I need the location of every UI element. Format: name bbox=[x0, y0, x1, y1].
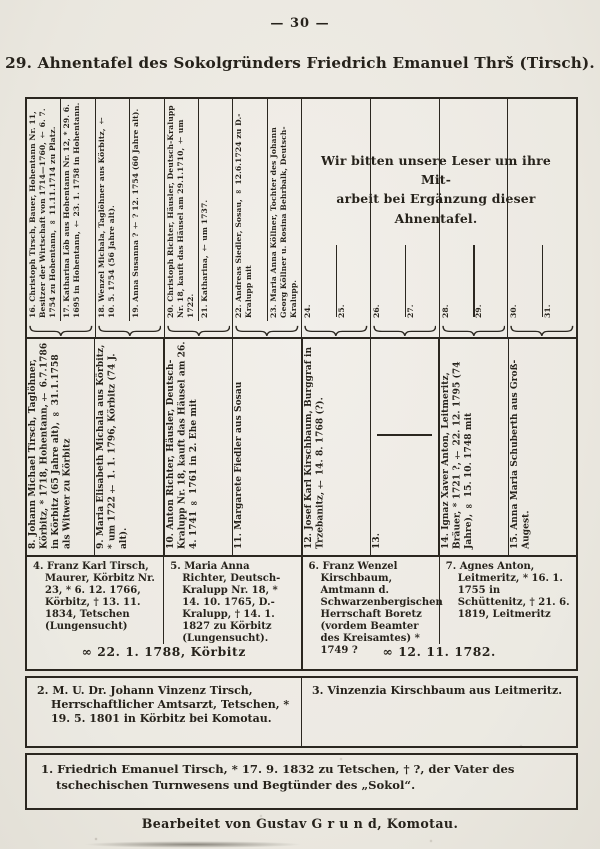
ancestor-9 bbox=[94, 339, 162, 555]
ancestor-6-number: 6. bbox=[308, 561, 319, 572]
reader-notice bbox=[306, 151, 566, 228]
ancestor-17 bbox=[60, 99, 94, 321]
pair-brace-icon bbox=[373, 325, 437, 336]
ancestor-19 bbox=[129, 99, 163, 321]
ancestor-31-number: 31. bbox=[543, 304, 553, 318]
empty-entry-line bbox=[405, 245, 406, 317]
ancestor-17-number: 17. bbox=[62, 304, 72, 318]
ancestor-11-number: 11. bbox=[234, 533, 245, 549]
empty-entry-line bbox=[473, 245, 474, 317]
ancestor-22-number: 22. bbox=[234, 304, 244, 318]
ancestor-18-number: 18. bbox=[96, 304, 106, 318]
ancestor-22-text: Andreas Siedler, Sosau, ∞ 12.6.1724 zu D.-Kralupp mit bbox=[234, 113, 254, 318]
grandparents-maternal bbox=[301, 557, 577, 669]
pair-brace-icon bbox=[98, 325, 162, 336]
marriage-4-5: ∞ 22. 1. 1788, Körbitz bbox=[81, 644, 246, 659]
ancestor-5-text: Maria Anna Richter, Deutsch-Kralupp Nr. 18, * 14. 10. 1765, D.-Kralupp, † 14. 1. 1827 zu Körbitz (Lungensucht). bbox=[182, 561, 281, 644]
pair-brace-icon bbox=[29, 325, 93, 336]
ancestor-12-number: 12. bbox=[303, 533, 314, 549]
pair-brace-icon bbox=[510, 325, 574, 336]
empty-entry-line bbox=[377, 434, 432, 436]
ancestor-8-number: 8. bbox=[28, 539, 38, 549]
ancestor-1-number: 1. bbox=[41, 762, 54, 776]
ancestor-3-number: 3. bbox=[312, 684, 324, 697]
ancestor-7 bbox=[439, 557, 576, 644]
ancestor-14-number: 14. bbox=[441, 533, 452, 549]
ancestor-2 bbox=[27, 678, 301, 746]
ancestor-9-number: 9. bbox=[96, 539, 107, 549]
page-title: 29. Ahnentafel des Sokolgründers Friedrich Emanuel Thrš (Tirsch). bbox=[5, 54, 595, 72]
ancestor-6-text: Franz Wenzel Kirschbaum, Amtmann d. Schwarzenbergischen Herrschaft Boretz (vordem Beamter des Kreisamtes) * 1749 ? bbox=[320, 561, 443, 656]
reader-notice-line1: Wir bitten unsere Leser um ihre Mit- bbox=[321, 153, 551, 188]
page-footer: Bearbeitet von Gustav G r u n d, Komotau. bbox=[141, 816, 459, 831]
ancestor-4-number: 4. bbox=[33, 561, 44, 572]
ancestor-14-text: Ignaz Xaver Anton, Leitmeritz, Bräuer, * 1721 ?, † 22. 12. 1795 (74 Jahre), ∞ 15. 10. 1748 mit bbox=[441, 361, 475, 549]
ancestor-pair-16-17 bbox=[27, 99, 95, 337]
ancestor-7-number: 7. bbox=[445, 561, 457, 572]
ancestor-5-number: 5. bbox=[170, 561, 181, 572]
ancestor-15-text: Anna Maria Schuberth aus Groß-Augest. bbox=[509, 359, 532, 549]
ancestor-19-number: 19. bbox=[131, 304, 141, 318]
ancestor-16-number: 16. bbox=[28, 304, 37, 318]
pair-brace-icon bbox=[304, 325, 368, 336]
ancestor-9-text: Maria Elisabeth Michala aus Körbitz, * um 1722 † 1. 1. 1796, Körbitz (74 J. alt). bbox=[96, 344, 130, 549]
generation-5-row bbox=[27, 99, 576, 337]
ancestor-23-number: 23. bbox=[268, 304, 278, 318]
ancestor-10-text: Anton Richter, Häusler, Deutsch-Kralupp Nr. 18, kauft das Häusel am 26. 4. 1741 ∞ 1761 in 2. Ehe mit bbox=[165, 341, 199, 549]
ancestor-30-number: 30. bbox=[509, 304, 519, 318]
ancestor-18-text: Wenzel Michala, Taglöhner aus Körbitz, † 10. 5. 1754 (56 Jahre alt). bbox=[96, 116, 116, 318]
ancestor-19-text: Anna Susanna ? † ? 12. 1754 (60 Jahre alt). bbox=[131, 108, 141, 302]
subject-box bbox=[25, 753, 578, 810]
ancestor-22 bbox=[233, 99, 266, 321]
ancestor-10 bbox=[163, 339, 232, 555]
page-number: — 30 — bbox=[270, 16, 330, 31]
ancestor-3 bbox=[301, 678, 576, 746]
ancestor-pair-20-21 bbox=[164, 99, 233, 337]
ancestor-17-text: Katharina Löb aus Hohentann Nr. 12, * 29. 6. 1695 in Hohentann, † 23. 1. 1758 in Hohentann. bbox=[62, 102, 82, 318]
ancestor-4-text: Franz Karl Tirsch, Maurer, Körbitz Nr. 23, * 6. 12. 1766, Körbitz, † 13. 11. 1834, Tetschen (Lungensucht) bbox=[45, 561, 155, 632]
ancestor-11-text: Margarete Fiedler aus Sosau bbox=[234, 381, 245, 530]
scan-smudge bbox=[48, 840, 338, 849]
ancestor-14 bbox=[438, 339, 507, 555]
ancestor-11 bbox=[232, 339, 300, 555]
ancestor-21-text: Katharina, † um 1737. bbox=[199, 199, 209, 302]
generation-3-row bbox=[27, 555, 576, 669]
ancestor-12-text: Josef Karl Kirschbaum, Burggraf in Trzebanitz, † 14. 8. 1768 (?). bbox=[303, 346, 326, 549]
empty-entry-line bbox=[542, 245, 543, 317]
ancestor-10-number: 10. bbox=[165, 533, 176, 549]
ancestor-3-text: Vinzenzia Kirschbaum aus Leitmeritz. bbox=[327, 684, 563, 697]
parents-box bbox=[25, 676, 578, 748]
ancestor-27-number: 27. bbox=[405, 304, 415, 318]
ancestor-21-number: 21. bbox=[199, 304, 209, 318]
ancestor-pair-22-23 bbox=[232, 99, 301, 337]
ancestor-5 bbox=[163, 557, 300, 644]
ancestor-28-number: 28. bbox=[440, 304, 450, 318]
ancestor-24-number: 24. bbox=[303, 304, 312, 318]
ancestor-15-number: 15. bbox=[509, 533, 520, 549]
ancestor-8-text: Johann Michael Tirsch, Taglöhner, Körbitz, * 1718, Hohentann, † 6.7.1786 in Körbitz (65 Jahre alt), ∞ 31.1.1758 als Witwer zu Körbitz bbox=[28, 342, 73, 549]
ancestor-pair-18-19 bbox=[95, 99, 164, 337]
ancestor-25-number: 25. bbox=[336, 304, 346, 318]
ancestor-2-text: M. U. Dr. Johann Vinzenz Tirsch, Herrschaftlicher Amtsarzt, Tetschen, * 19. 5. 1801 in Körbitz bei Komotau. bbox=[51, 684, 290, 725]
ancestor-13-number: 13. bbox=[371, 533, 382, 549]
pair-brace-icon bbox=[167, 325, 231, 336]
ancestor-4 bbox=[27, 557, 163, 644]
ancestor-20-text: Christoph Richter, Häusler, Deutsch-Kralupp Nr. 18, kauft das Häusel am 29.1.1710, † um 1722. bbox=[165, 105, 195, 318]
ancestor-15 bbox=[508, 339, 576, 555]
grandparents-paternal bbox=[27, 557, 301, 669]
pair-brace-icon bbox=[442, 325, 506, 336]
ancestor-2-number: 2. bbox=[37, 684, 49, 697]
ancestor-7-text: Agnes Anton, Leitmeritz, * 16. 1. 1755 in Schüttenitz, † 21. 6. 1819, Leitmeritz bbox=[457, 561, 570, 620]
ancestor-21 bbox=[198, 99, 232, 321]
ancestor-23-text: Maria Anna Köllner, Tochter des Johann Georg Köllner u. Rosina Behrbalk, Deutsch-Kralupp. bbox=[268, 126, 298, 318]
ancestor-6 bbox=[303, 557, 443, 656]
ancestor-1-text: Friedrich Emanuel Tirsch, * 17. 9. 1832 zu Tetschen, † ?, der Vater des tschechischen Turnwesens und Begtünder des „Sokol“. bbox=[56, 762, 515, 792]
ancestor-26-number: 26. bbox=[371, 304, 381, 318]
ancestor-29-number: 29. bbox=[474, 304, 484, 318]
ancestor-20-number: 20. bbox=[165, 304, 175, 318]
ancestor-13 bbox=[370, 339, 438, 555]
ancestor-23 bbox=[267, 99, 301, 321]
generation-4-row bbox=[27, 337, 576, 555]
genealogy-table bbox=[25, 97, 578, 671]
scan-specks bbox=[0, 0, 2, 2]
reader-notice-line2: arbeit bei Ergänzung dieser Ahnentafel. bbox=[336, 191, 536, 226]
ancestor-18 bbox=[96, 99, 129, 321]
ancestor-16 bbox=[27, 99, 60, 321]
ancestor-16-text: Christoph Tirsch, Bauer, Hohentann Nr. 11, Besitzer der Wirtschaft von 1714—1760, † 6. 7. 1754 zu Hohentann, ∞ 11.11.1714 zu Platz. bbox=[28, 108, 58, 318]
ancestor-12 bbox=[301, 339, 370, 555]
ancestor-8 bbox=[27, 339, 94, 555]
ancestor-20 bbox=[165, 99, 198, 321]
empty-entry-line bbox=[336, 245, 337, 317]
pair-brace-icon bbox=[235, 325, 299, 336]
marriage-6-7: ∞ 12. 11. 1782. bbox=[382, 644, 496, 659]
